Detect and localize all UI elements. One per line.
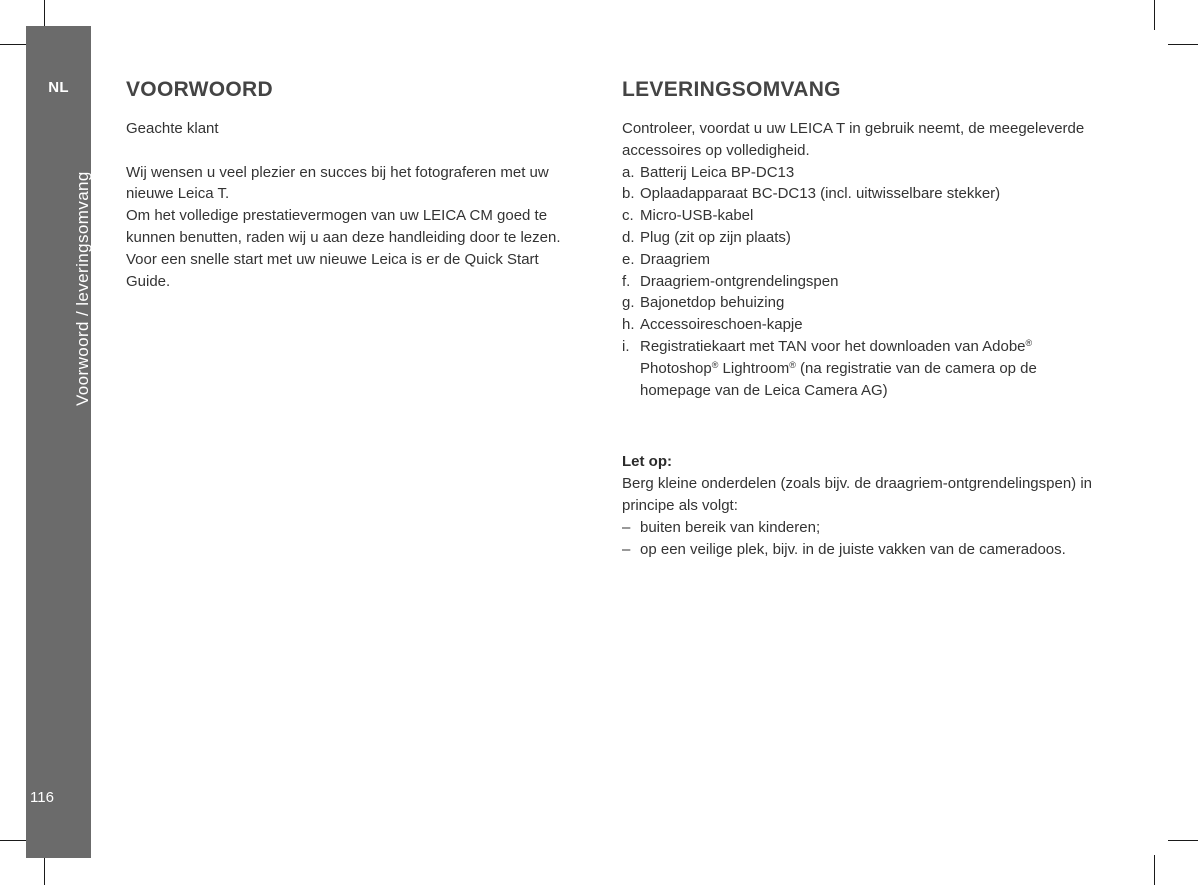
crop-mark	[44, 855, 45, 885]
list-marker: –	[622, 518, 631, 536]
list-item-text: Bajonetdop behuizing	[640, 294, 785, 312]
registered-mark: ®	[711, 359, 719, 370]
list-item	[622, 162, 1102, 184]
list-item-text: Oplaadapparaat BC-DC13 (incl. uitwisselbare stekker)	[640, 185, 1001, 203]
foreword-greeting: Geachte klant	[126, 120, 219, 137]
list-item	[622, 271, 1102, 293]
list-item-text: Accessoireschoen-kapje	[640, 316, 803, 334]
list-item-text: op een veilige plek, bijv. in de juiste vakken van de cameradoos.	[640, 540, 1066, 558]
foreword-paragraph: Om het volledige prestatievermogen van uw LEICA CM goed te kunnen benutten, raden wij u aan deze handleiding door te lezen.	[126, 207, 561, 246]
list-item	[622, 205, 1102, 227]
list-item	[622, 227, 1102, 249]
delivery-list	[622, 162, 1102, 402]
foreword-heading: VOORWOORD	[126, 78, 273, 101]
crop-mark	[1154, 0, 1155, 30]
note-title: Let op:	[622, 453, 672, 471]
registration-card-text: (na registratie van de camera op de homepage van de Leica Camera AG)	[640, 359, 1037, 399]
list-item-text: Draagriem-ontgrendelingspen	[640, 272, 839, 290]
crop-mark	[1168, 840, 1198, 841]
crop-mark	[1154, 855, 1155, 885]
list-item	[622, 539, 1102, 561]
list-marker: d.	[622, 228, 635, 246]
list-marker: c.	[622, 207, 634, 225]
registration-card-text: Lightroom	[718, 359, 790, 377]
section-sidebar	[26, 26, 91, 858]
list-marker: a.	[622, 163, 635, 181]
list-item-text	[640, 336, 1102, 401]
list-item-text: Plug (zit op zijn plaats)	[640, 228, 791, 246]
list-item	[622, 183, 1102, 205]
list-item	[622, 517, 1102, 539]
list-item-text: buiten bereik van kinderen;	[640, 518, 821, 536]
list-marker: b.	[622, 185, 635, 203]
list-marker: f.	[622, 272, 631, 290]
list-item-text: Batterij Leica BP-DC13	[640, 163, 795, 181]
foreword-paragraph: Voor een snelle start met uw nieuwe Leica is er de Quick Start Guide.	[126, 250, 539, 290]
registration-card-text: Registratiekaart met TAN voor het downloaden van Adobe	[640, 337, 1026, 355]
foreword-column	[126, 76, 586, 292]
page-number: 116	[30, 789, 54, 806]
list-item-text: Micro-USB-kabel	[640, 207, 754, 225]
list-marker: –	[622, 540, 631, 558]
list-marker: i.	[622, 337, 630, 355]
registered-mark: ®	[1025, 337, 1033, 348]
list-item	[622, 249, 1102, 271]
note-list	[622, 517, 1102, 561]
language-tag: NL	[48, 79, 69, 96]
list-item-text: Draagriem	[640, 250, 711, 268]
delivery-intro: Controleer, voordat u uw LEICA T in gebruik neemt, de meegeleverde accessoires op volledigheid.	[622, 120, 1085, 159]
list-item	[622, 336, 1102, 401]
delivery-heading: LEVERINGSOMVANG	[622, 78, 841, 101]
crop-mark	[1168, 44, 1198, 45]
registration-card-text: Photoshop	[640, 359, 712, 377]
registered-mark: ®	[789, 359, 796, 370]
list-item	[622, 292, 1102, 314]
list-item	[622, 314, 1102, 336]
foreword-paragraph: Wij wensen u veel plezier en succes bij het fotograferen met uw nieuwe Leica T.	[126, 163, 549, 203]
delivery-column	[622, 76, 1102, 560]
section-title: Voorwoord / leveringsomvang	[73, 171, 92, 406]
list-marker: h.	[622, 316, 635, 334]
note-intro: Berg kleine onderdelen (zoals bijv. de draagriem-ontgrendelingspen) in principe als volgt:	[622, 475, 1093, 514]
list-marker: g.	[622, 294, 635, 312]
list-marker: e.	[622, 250, 635, 268]
